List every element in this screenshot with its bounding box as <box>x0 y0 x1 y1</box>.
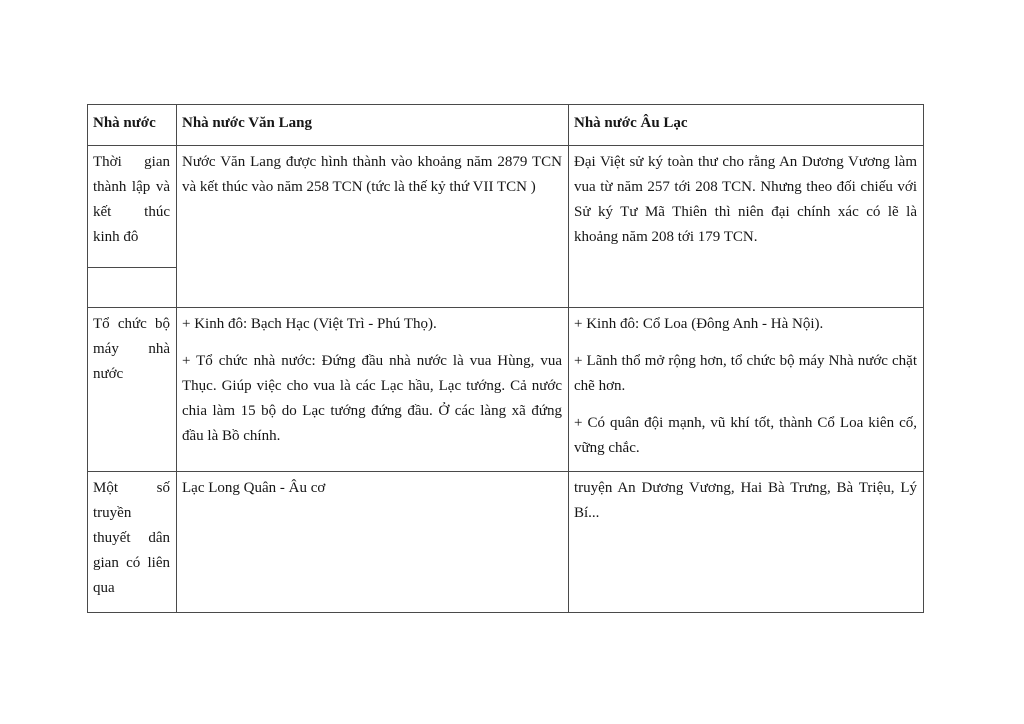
table-row-state-organization <box>88 308 924 472</box>
table-row-legends <box>88 472 924 613</box>
paragraph: + Lãnh thổ mở rộng hơn, tổ chức bộ máy Nhà nước chặt chẽ hơn. <box>574 353 917 394</box>
cell-van-lang-state-organization <box>177 308 569 472</box>
cell-au-lac-state-organization <box>569 308 924 472</box>
header-cell-category: Nhà nước <box>88 105 177 146</box>
header-cell-au-lac: Nhà nước Âu Lạc <box>569 105 924 146</box>
paragraph: + Có quân đội mạnh, vũ khí tốt, thành Cổ Loa kiên cố, vững chắc. <box>574 415 917 456</box>
row-label-founding-period: Thời gian thành lập và kết thúc kinh đô <box>88 146 177 268</box>
header-cell-van-lang: Nhà nước Văn Lang <box>177 105 569 146</box>
cell-au-lac-legends <box>569 472 924 613</box>
paragraph: Nước Văn Lang được hình thành vào khoảng năm 2879 TCN và kết thúc vào năm 258 TCN (tức là thế kỷ thứ VII TCN ) <box>182 154 562 195</box>
paragraph: + Kinh đô: Cổ Loa (Đông Anh - Hà Nội). <box>574 316 824 332</box>
paragraph: + Kinh đô: Bạch Hạc (Việt Trì - Phú Thọ). <box>182 316 437 332</box>
table-header-row <box>88 105 924 146</box>
paragraph: Lạc Long Quân - Âu cơ <box>182 480 326 496</box>
row-label-empty-cell <box>88 268 177 308</box>
paragraph: Đại Việt sử ký toàn thư cho rằng An Dương Vương làm vua từ năm 257 tới 208 TCN. Nhưng theo đối chiếu với Sử ký Tư Mã Thiên thì niên đại chính xác có lẽ là khoảng năm 208 tới 179 TCN. <box>574 154 917 245</box>
cell-van-lang-legends <box>177 472 569 613</box>
paragraph: + Tổ chức nhà nước: Đứng đầu nhà nước là vua Hùng, vua Thục. Giúp việc cho vua là các Lạc hầu, Lạc tướng. Cả nước chia làm 15 bộ do Lạc tướng đứng đầu. Ở các làng xã đứng đầu là Bồ chính. <box>182 353 562 444</box>
comparison-table <box>87 104 924 613</box>
cell-au-lac-founding-period <box>569 146 924 308</box>
cell-van-lang-founding-period <box>177 146 569 308</box>
row-label-legends: Một số truyền thuyết dân gian có liên qua <box>88 472 177 613</box>
paragraph: truyện An Dương Vương, Hai Bà Trưng, Bà Triệu, Lý Bí... <box>574 480 917 521</box>
row-label-state-organization: Tổ chức bộ máy nhà nước <box>88 308 177 472</box>
table-row-founding-period <box>88 146 924 268</box>
